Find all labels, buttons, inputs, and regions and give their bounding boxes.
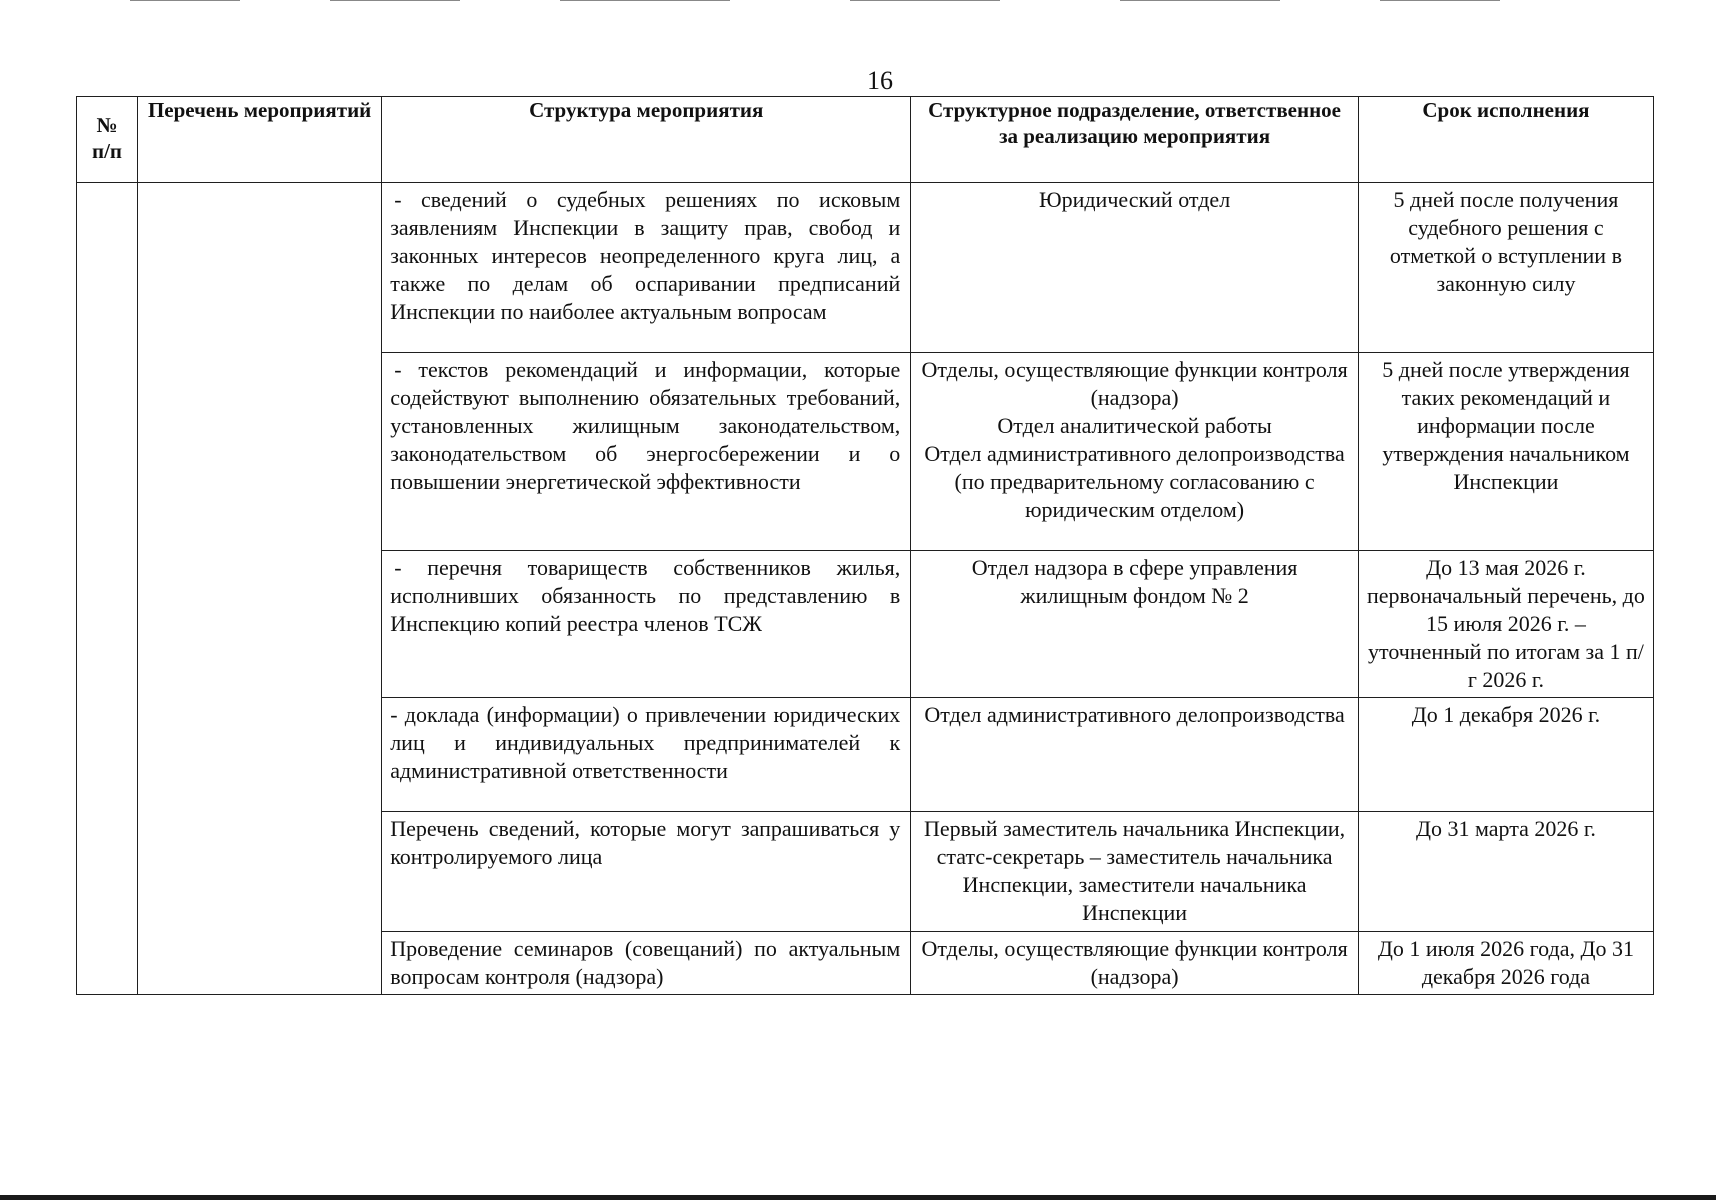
department-cell [911, 812, 1359, 932]
number-cell-merged [77, 183, 138, 995]
department-cell [911, 551, 1359, 698]
department-line: Отдел административного делопроизводства [924, 702, 1345, 727]
department-cell [911, 932, 1359, 995]
header-responsible-department: Структурное подразделение, ответственное за реализацию мероприятия [911, 97, 1359, 183]
table-row [77, 183, 1654, 353]
structure-cell: Проведение семинаров (совещаний) по актуальным вопросам контроля (надзора) [382, 932, 911, 995]
table-header-row [77, 97, 1654, 183]
scan-top-edge [0, 0, 1716, 4]
measures-list-cell-merged [138, 183, 382, 995]
header-number: № п/п [77, 97, 138, 183]
structure-cell: - сведений о судебных решениях по исковым заявлениям Инспекции в защиту прав, свобод и законных интересов неопределенного круга лиц, а также по делам об оспаривании предписаний Инспекции по наиболее актуальным вопросам [382, 183, 911, 353]
department-line: Первый заместитель начальника Инспекции, статс-секретарь – заместитель начальника Инспекции, заместители начальника Инспекции [923, 816, 1346, 925]
department-line: Отделы, осуществляющие функции контроля (надзора) [921, 936, 1348, 989]
header-deadline: Срок исполнения [1358, 97, 1653, 183]
measures-table [76, 96, 1654, 995]
structure-cell: - текстов рекомендаций и информации, которые содействуют выполнению обязательных требований, установленных жилищным законодательством, законодательством об энергосбережении и о повышении энергетической эффективности [382, 353, 911, 551]
page-number: 16 [867, 66, 893, 95]
department-line: Отдел надзора в сфере управления жилищным фондом № 2 [971, 555, 1298, 608]
deadline-cell: 5 дней после утверждения таких рекомендаций и информации после утверждения начальником Инспекции [1358, 353, 1653, 551]
department-line: Юридический отдел [1038, 187, 1231, 212]
deadline-cell: До 31 марта 2026 г. [1358, 812, 1653, 932]
department-line: Отдел аналитической работы [997, 413, 1272, 438]
structure-cell: Перечень сведений, которые могут запрашиваться у контролируемого лица [382, 812, 911, 932]
header-measure-structure: Структура мероприятия [382, 97, 911, 183]
structure-cell: - перечня товариществ собственников жилья, исполнивших обязанность по представлению в Инспекцию копий реестра членов ТСЖ [382, 551, 911, 698]
deadline-cell: До 1 декабря 2026 г. [1358, 698, 1653, 812]
department-line: Отдел административного делопроизводства [924, 441, 1345, 466]
department-line: (по предварительному согласованию с юридическим отделом) [954, 469, 1315, 522]
header-measures-list: Перечень мероприятий [138, 97, 382, 183]
deadline-cell: До 1 июля 2026 года, До 31 декабря 2026 года [1358, 932, 1653, 995]
deadline-cell: 5 дней после получения судебного решения с отметкой о вступлении в законную силу [1358, 183, 1653, 353]
department-cell [911, 183, 1359, 353]
structure-cell: - доклада (информации) о привлечении юридических лиц и индивидуальных предпринимателей к административной ответственности [382, 698, 911, 812]
deadline-cell: До 13 мая 2026 г. первоначальный перечень, до 15 июля 2026 г. – уточненный по итогам за 1 п/г 2026 г. [1358, 551, 1653, 698]
department-cell [911, 698, 1359, 812]
department-line: Отделы, осуществляющие функции контроля (надзора) [921, 357, 1348, 410]
department-cell [911, 353, 1359, 551]
scan-bottom-edge [0, 1195, 1716, 1200]
